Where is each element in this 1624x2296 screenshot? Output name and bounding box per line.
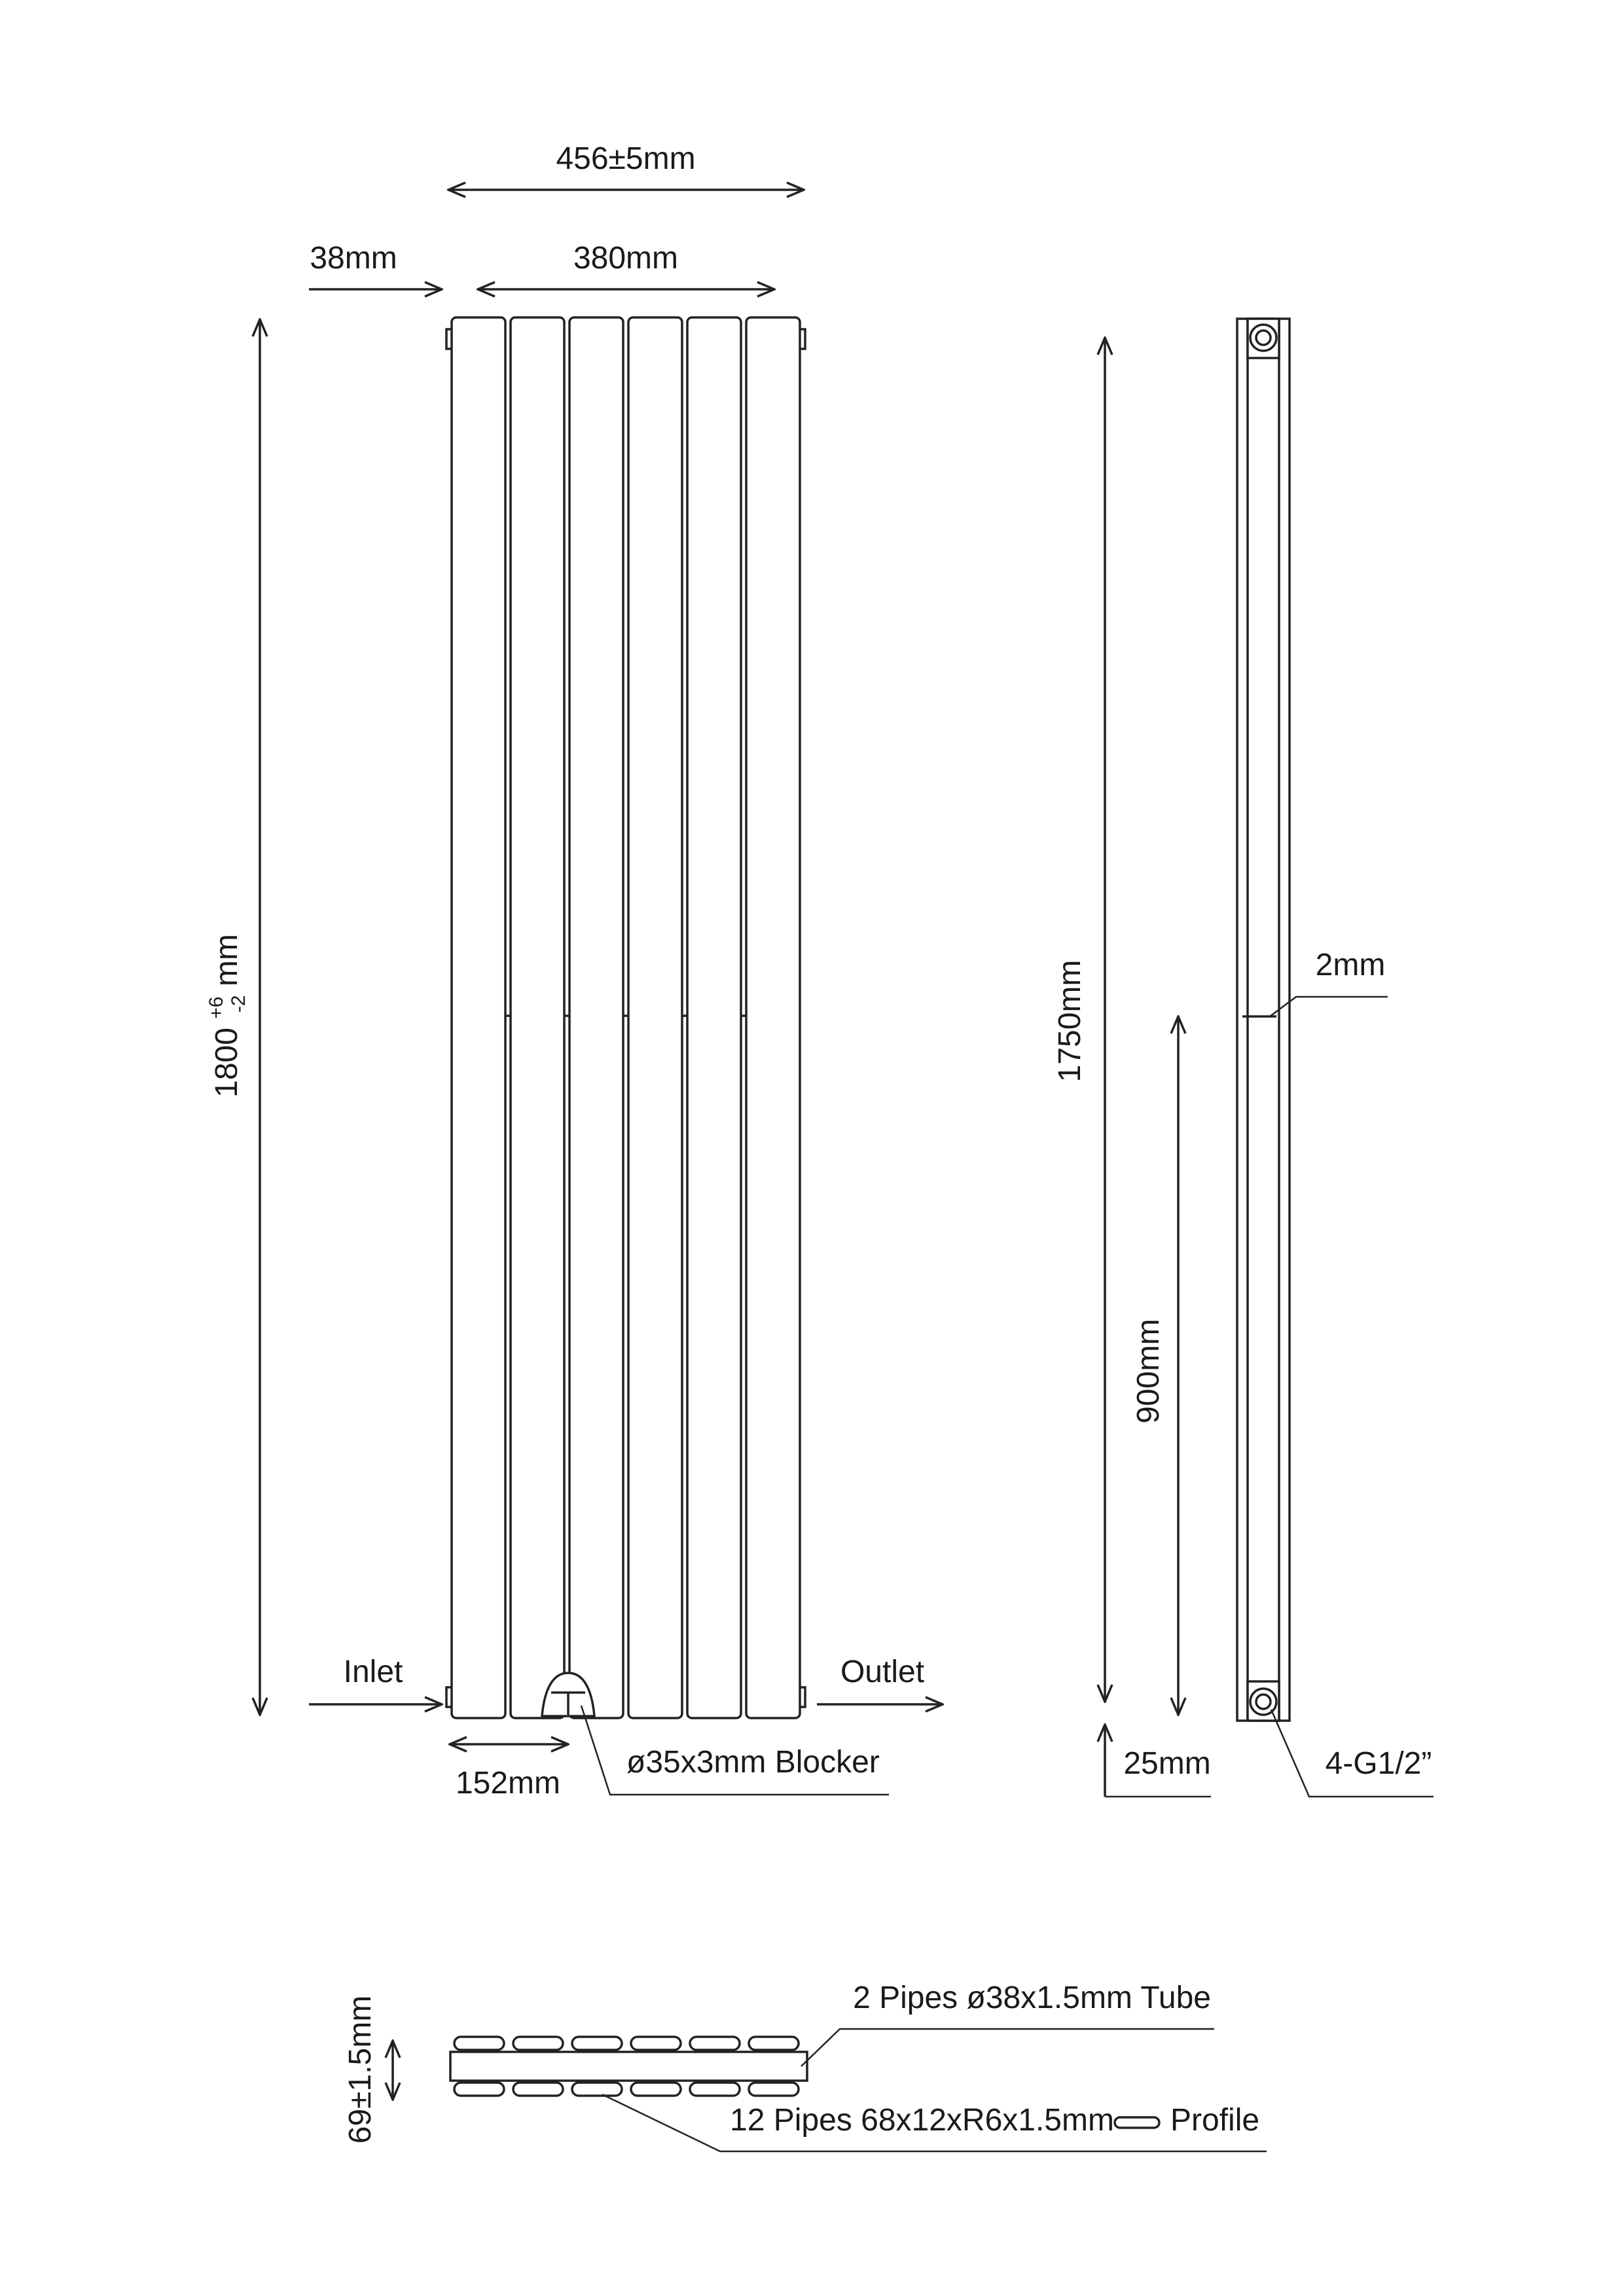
side-view — [1053, 319, 1434, 1797]
height-main: 1800 — [209, 1028, 244, 1098]
bottom-offset-label: 25mm — [1123, 1746, 1211, 1781]
profile-shape-icon — [1115, 2117, 1159, 2128]
tube-spec-label: 2 Pipes ø38x1.5mm Tube — [853, 1981, 1211, 2015]
centers-label: 1750mm — [1053, 960, 1087, 1083]
profile-spec-suffix: Profile — [1170, 2103, 1260, 2138]
outlet-label: Outlet — [840, 1655, 925, 1689]
tube-band — [450, 2052, 807, 2081]
panel-3 — [569, 317, 623, 1718]
inlet-label: Inlet — [343, 1655, 403, 1689]
connections-label: 4-G1/2” — [1325, 1746, 1432, 1781]
profile-spec-prefix: 12 Pipes 68x12xR6x1.5mm — [730, 2103, 1114, 2138]
bottom-profiles — [454, 2083, 799, 2096]
depth-label: 69±1.5mm — [343, 1995, 378, 2144]
mid-height-label: 900mm — [1131, 1318, 1166, 1424]
panel-6 — [746, 317, 800, 1718]
margin-label: 38mm — [310, 241, 397, 276]
profile-spec-label — [730, 2103, 1114, 2138]
svg-text:1800 +6 -2 — [195, 934, 252, 1098]
panel-5 — [687, 317, 741, 1718]
front-view — [195, 141, 943, 1801]
pipe-span-label: 380mm — [573, 241, 679, 276]
height-tol-plus: +6 — [206, 996, 227, 1019]
panel-2 — [511, 317, 564, 1718]
tube-spec-leader — [801, 2029, 1214, 2066]
height-unit: mm — [209, 934, 244, 987]
side-inner-profile — [1248, 319, 1279, 1721]
top-profiles — [454, 2037, 799, 2050]
height-tol-minus: -2 — [228, 995, 249, 1013]
panel-1 — [452, 317, 505, 1718]
gap-label: 2mm — [1315, 948, 1386, 982]
panel-4 — [628, 317, 682, 1718]
overall-width-label: 456±5mm — [556, 141, 696, 176]
blocker-label: ø35x3mm Blocker — [626, 1745, 880, 1780]
connector-spacing-label: 152mm — [455, 1766, 561, 1801]
height-label — [195, 934, 252, 1098]
top-connection-icon — [1250, 325, 1276, 351]
section-view — [343, 1981, 1267, 2151]
